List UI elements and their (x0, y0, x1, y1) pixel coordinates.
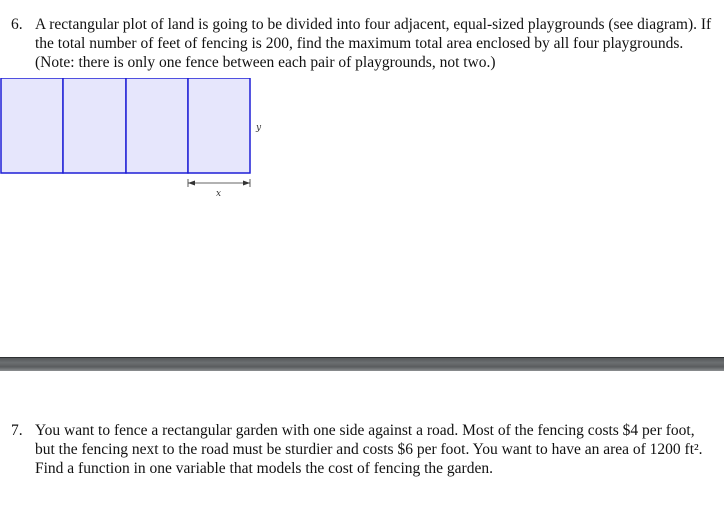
height-label-y: y (256, 123, 262, 133)
problem-6-text: A rectangular plot of land is going to be divided into four adjacent, equal-sized playgrounds (see diagram). If the total number of feet of fencing is 200, find the maximum total area enclosed by all four playgrounds. (Note: there is only one fence between each pair of playgrounds, not two.) (35, 16, 712, 71)
section-divider (0, 357, 724, 371)
playground-3 (126, 78, 188, 173)
problem-7-number: 7. (11, 422, 23, 439)
problem-7-text: You want to fence a rectangular garden with one side against a road. Most of the fencing costs $4 per foot, but the fencing next to the road must be sturdier and costs $6 per foot. You want to have an area of 1200 ft². Find a function in one variable that models the cost of fencing the garden. (35, 422, 703, 477)
width-dimension-arrow (188, 179, 250, 187)
problem-7 (11, 421, 717, 481)
section-divider-edge (0, 357, 724, 358)
playground-1 (1, 78, 63, 173)
problem-6-number: 6. (11, 16, 23, 33)
width-label-x: x (216, 189, 222, 198)
problem-6 (11, 15, 717, 75)
playground-2 (63, 78, 126, 173)
playground-4 (188, 78, 250, 173)
playground-diagram (0, 78, 270, 198)
